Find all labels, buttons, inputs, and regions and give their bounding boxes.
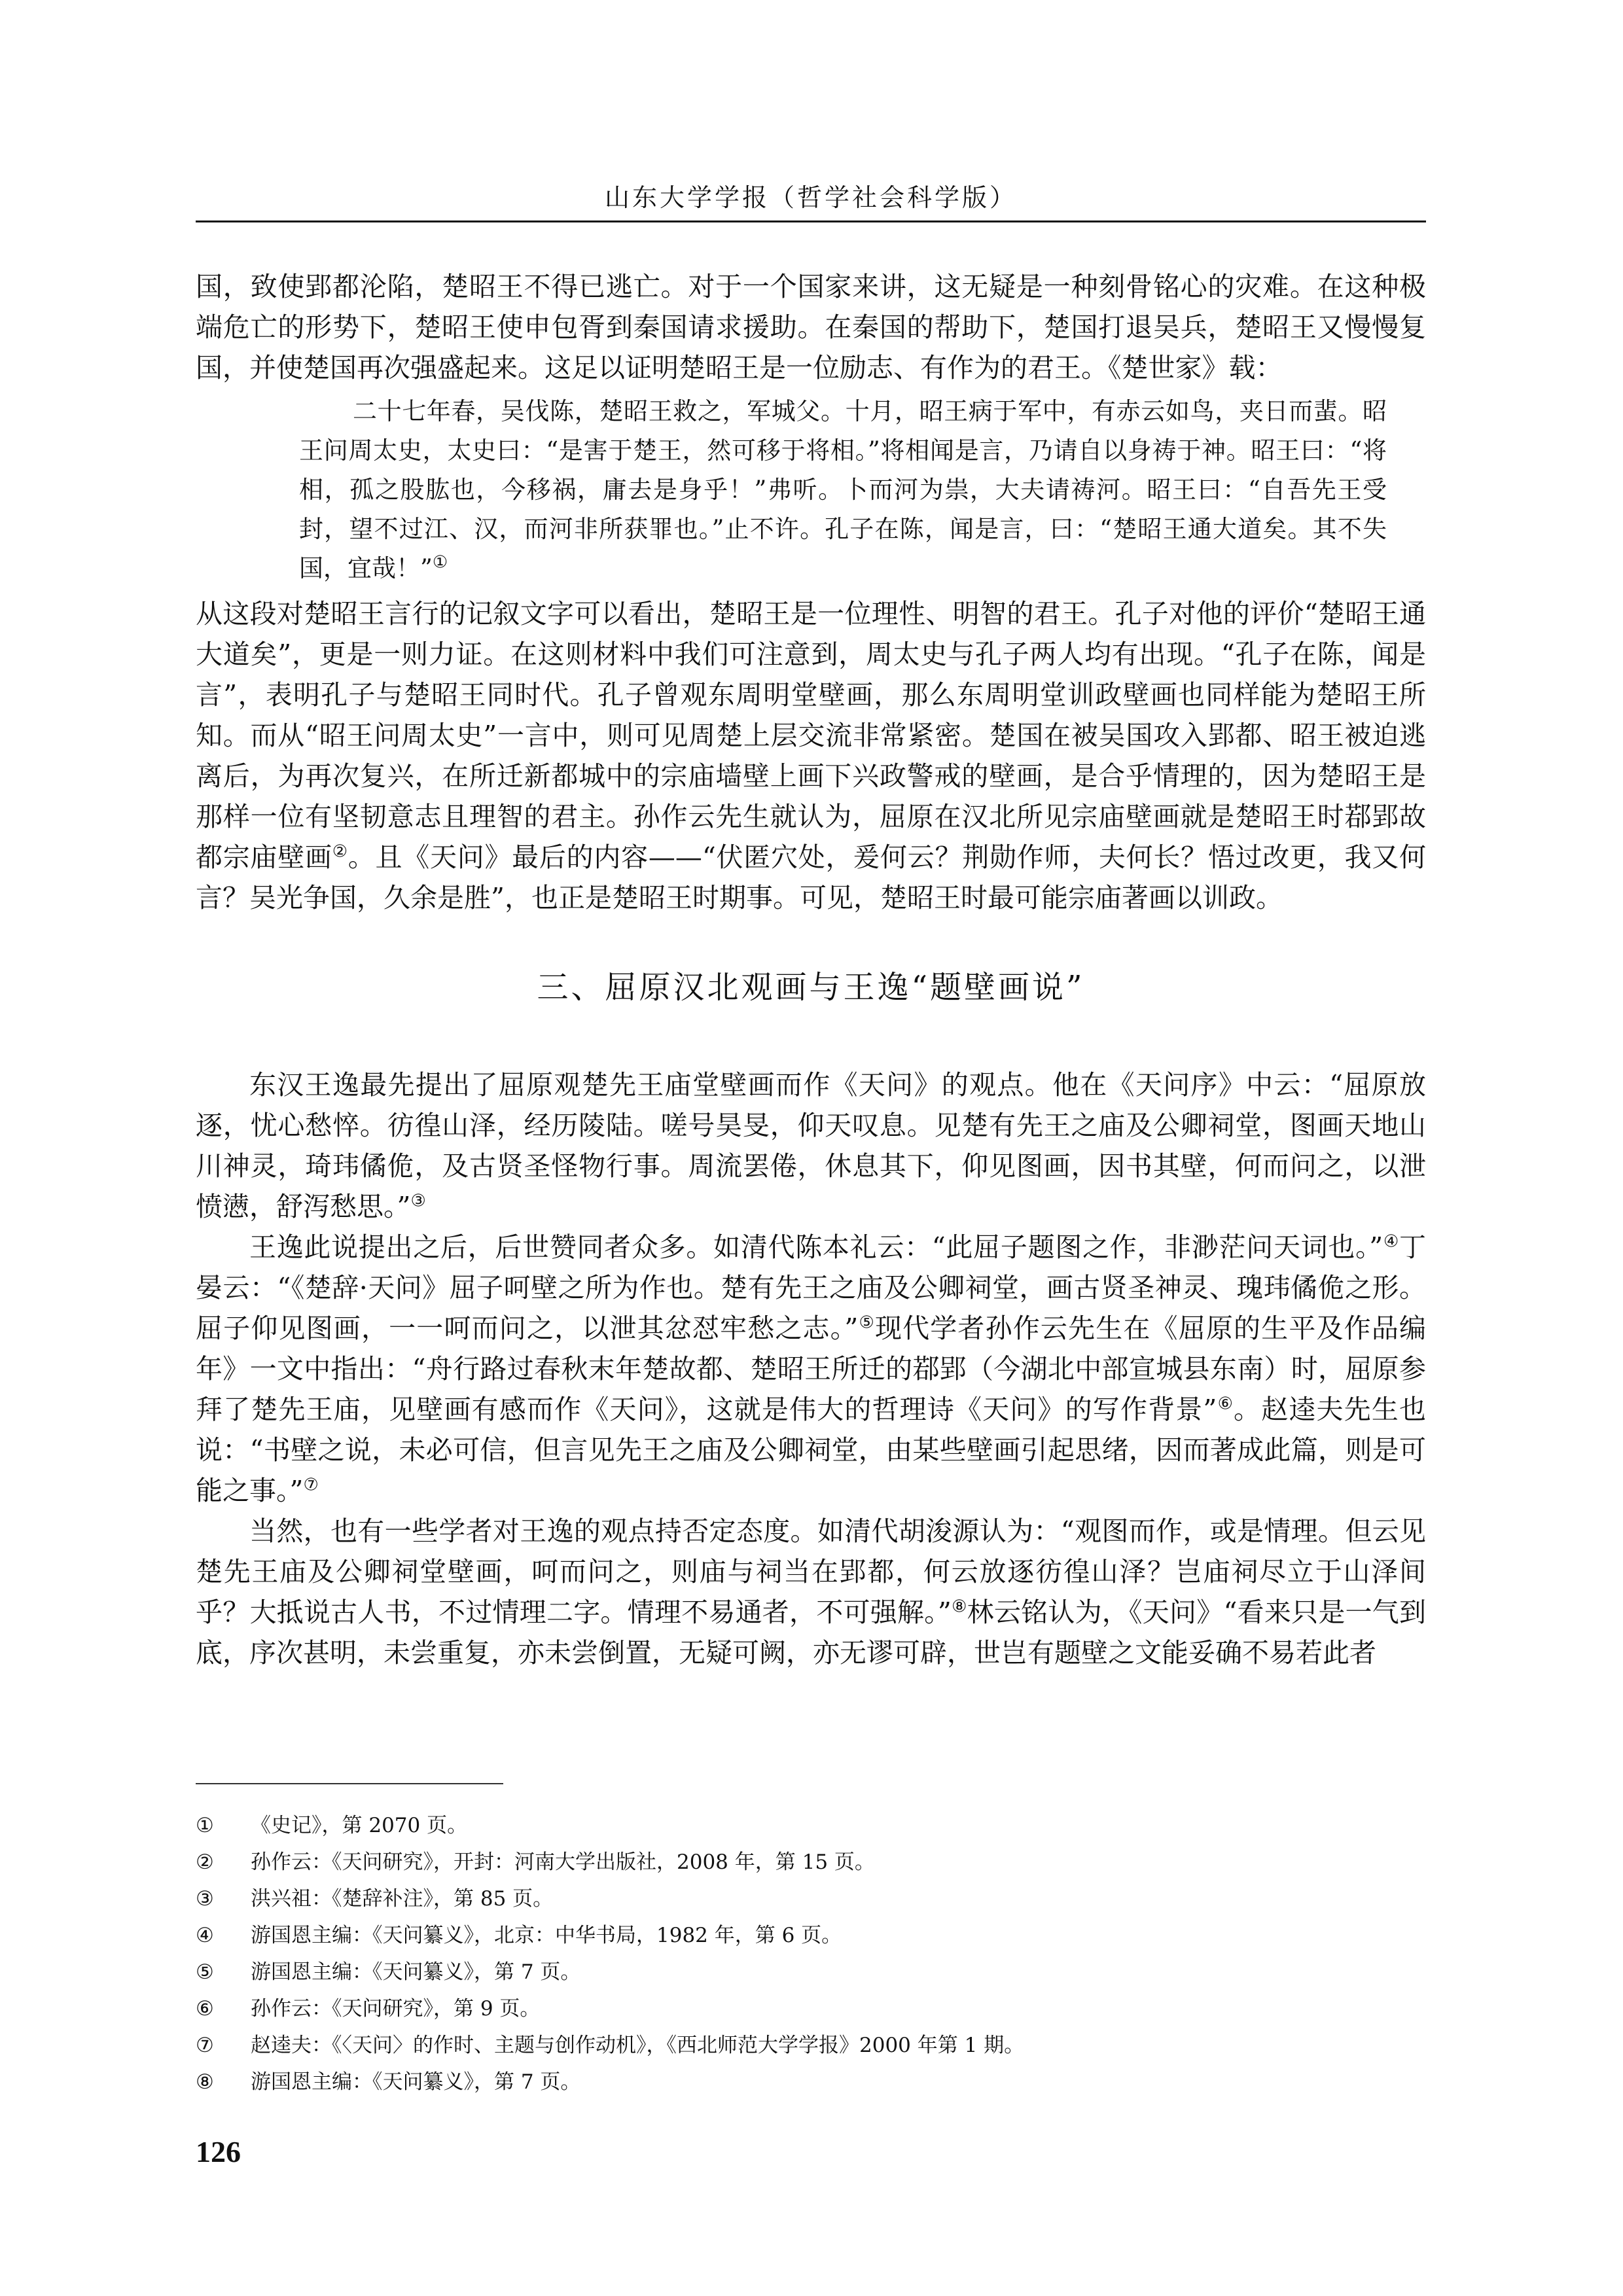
footnote-mark: ④ — [196, 1924, 214, 1947]
footnote-ref-6[interactable]: ⑥ — [1217, 1394, 1234, 1414]
footnote-item — [196, 1807, 1374, 1844]
section-heading: 三、屈原汉北观画与王逸“题壁画说” — [537, 969, 1085, 1006]
footnote-text: 洪兴祖：《楚辞补注》，第 85 页。 — [251, 1887, 554, 1911]
footnote-rule — [196, 1783, 503, 1784]
footnote-text: 《史记》，第 2070 页。 — [251, 1814, 468, 1837]
footnotes — [196, 1807, 1374, 2100]
article-body — [196, 266, 1426, 1673]
footnote-mark: ⑦ — [196, 2034, 214, 2057]
paragraph-5-part-b: 林云铭认为，《天问》“看来只是一气到底，序次甚明，未尝重复，亦未尝倒置，无疑可阙，亦无谬可辟，世岂有题壁之文能妥确不易若此者 — [196, 1597, 1427, 1669]
footnote-item — [196, 2064, 1374, 2100]
paragraph-4-part-a: 王逸此说提出之后，后世赞同者众多。如清代陈本礼云：“此屈子题图之作，非渺茫问天词也。” — [249, 1231, 1383, 1263]
paragraph-4-part-b: 丁晏云：“《楚辞·天问》屈子呵壁之所为作也。楚有先王之庙及公卿祠堂，画古贤圣神灵、瑰玮僪佹之形。屈子仰见图画，一一呵而问之，以泄其忿怼牢愁之志。” — [196, 1231, 1426, 1344]
header-rule — [196, 221, 1426, 222]
paragraph-2-part-a: 从这段对楚昭王言行的记叙文字可以看出，楚昭王是一位理性、明智的君王。孔子对他的评价“楚昭王通大道矣”，更是一则力证。在这则材料中我们可注意到，周太史与孔子两人均有出现。“孔子在陈，闻是言”，表明孔子与楚昭王同时代。孔子曾观东周明堂壁画，那么东周明堂训政壁画也同样能为楚昭王所知。而从“昭王问周太史”一言中，则可见周楚上层交流非常紧密。楚国在被吴国攻入郢都、昭王被迫逃离后，为再次复兴，在所迁新都城中的宗庙墙壁上画下兴政警戒的壁画，是合乎情理的，因为楚昭王是那样一位有坚韧意志且理智的君主。孙作云先生就认为，屈原在汉北所见宗庙壁画就是楚昭王时鄀郢故都宗庙壁画 — [196, 598, 1426, 873]
footnote-item — [196, 1881, 1374, 1917]
paragraph-2 — [196, 593, 1426, 918]
footnote-mark: ⑥ — [196, 1997, 214, 2021]
footnote-ref-5[interactable]: ⑤ — [858, 1313, 875, 1333]
page-number: 126 — [196, 2135, 241, 2168]
footnote-item — [196, 2027, 1374, 2064]
footnote-item — [196, 1954, 1374, 1990]
footnote-item — [196, 1990, 1374, 2027]
footnote-ref-3[interactable]: ③ — [410, 1191, 426, 1211]
footnote-text: 孙作云：《天问研究》，第 9 页。 — [251, 1997, 541, 2021]
footnote-ref-8[interactable]: ⑧ — [951, 1597, 967, 1617]
footnote-text: 游国恩主编：《天问纂义》，第 7 页。 — [251, 2070, 581, 2094]
footnote-ref-4[interactable]: ④ — [1383, 1231, 1399, 1252]
paragraph-4-part-c: 现代学者孙作云先生在《屈原的生平及作品编年》一文中指出：“舟行路过春秋末年楚故都、楚昭王所迁的鄀郢（今湖北中部宣城县东南）时，屈原参拜了楚先王庙，见壁画有感而作《天问》，这就是伟大的哲理诗《天问》的写作背景” — [196, 1313, 1426, 1425]
footnote-item — [196, 1917, 1374, 1954]
block-quote — [196, 392, 1426, 588]
paragraph-5-part-a: 当然，也有一些学者对王逸的观点持否定态度。如清代胡浚源认为：“观图而作，或是情理。但云见楚先王庙及公卿祠堂壁画，呵而问之，则庙与祠当在郢都，何云放逐彷徨山泽？岂庙祠尽立于山泽间乎？大抵说古人书，不过情理二字。情理不易通者，不可强解。” — [196, 1515, 1426, 1628]
footnote-text: 游国恩主编：《天问纂义》，第 7 页。 — [251, 1960, 581, 1984]
footnote-text: 孙作云：《天问研究》，开封：河南大学出版社，2008 年，第 15 页。 — [251, 1850, 875, 1874]
paragraph-2-part-b: 。且《天问》最后的内容——“伏匿穴处，爰何云？荆勋作师，夫何长？悟过改更，我又何言？吴光争国，久余是胜”，也正是楚昭王时期事。可见，楚昭王时最可能宗庙著画以训政。 — [196, 841, 1426, 913]
paragraph-5 — [196, 1511, 1426, 1673]
paragraph-1: 国，致使郢都沦陷，楚昭王不得已逃亡。对于一个国家来讲，这无疑是一种刻骨铭心的灾难。在这种极端危亡的形势下，楚昭王使申包胥到秦国请求援助。在秦国的帮助下，楚国打退吴兵，楚昭王又慢慢复国，并使楚国再次强盛起来。这足以证明楚昭王是一位励志、有作为的君王。《楚世家》载： — [196, 271, 1426, 383]
footnote-ref-2[interactable]: ② — [332, 841, 348, 862]
footnote-ref-1[interactable]: ① — [432, 552, 448, 573]
paragraph-4 — [196, 1227, 1426, 1511]
paragraph-4-part-d: 。赵逵夫先生也说：“书壁之说，未必可信，但言见先王之庙及公卿祠堂，由某些壁画引起思绪，因而著成此篇，则是可能之事。” — [196, 1394, 1427, 1506]
footnote-ref-7[interactable]: ⑦ — [303, 1475, 319, 1495]
footnote-mark: ⑧ — [196, 2070, 214, 2094]
footnote-text: 赵逵夫：《〈天问〉的作时、主题与创作动机》，《西北师范大学学报》2000 年第 1 期。 — [251, 2034, 1025, 2057]
footnote-item — [196, 1844, 1374, 1881]
footnote-mark: ⑤ — [196, 1960, 214, 1984]
footnote-text: 游国恩主编：《天问纂义》，北京：中华书局，1982 年，第 6 页。 — [251, 1924, 842, 1947]
footnote-mark: ② — [196, 1850, 214, 1874]
paragraph-3-text: 东汉王逸最先提出了屈原观楚先王庙堂壁画而作《天问》的观点。他在《天问序》中云：“屈原放逐，忧心愁悴。彷徨山泽，经历陵陆。嗟号昊旻，仰天叹息。见楚有先王之庙及公卿祠堂，图画天地山川神灵，琦玮僪佹，及古贤圣怪物行事。周流罢倦，休息其下，仰见图画，因书其壁，何而问之，以泄愤懑，舒泻愁思。” — [196, 1069, 1426, 1222]
footnote-mark: ① — [196, 1814, 214, 1837]
footnote-mark: ③ — [196, 1887, 214, 1911]
quote-text: 二十七年春，吴伐陈，楚昭王救之，军城父。十月，昭王病于军中，有赤云如鸟，夹日而蜚。昭王问周太史，太史曰：“是害于楚王，然可移于将相。”将相闻是言，乃请自以身祷于神。昭王曰：“将相，孤之股肱也，今移祸，庸去是身乎！”弗听。卜而河为祟，大夫请祷河。昭王曰：“自吾先王受封，望不过江、汉，而河非所获罪也。”止不许。孔子在陈，闻是言，曰：“楚昭王通大道矣。其不失国，宜哉！” — [299, 397, 1387, 582]
running-header: 山东大学学报（哲学社会科学版） — [604, 183, 1017, 212]
paragraph-3 — [196, 1065, 1426, 1227]
